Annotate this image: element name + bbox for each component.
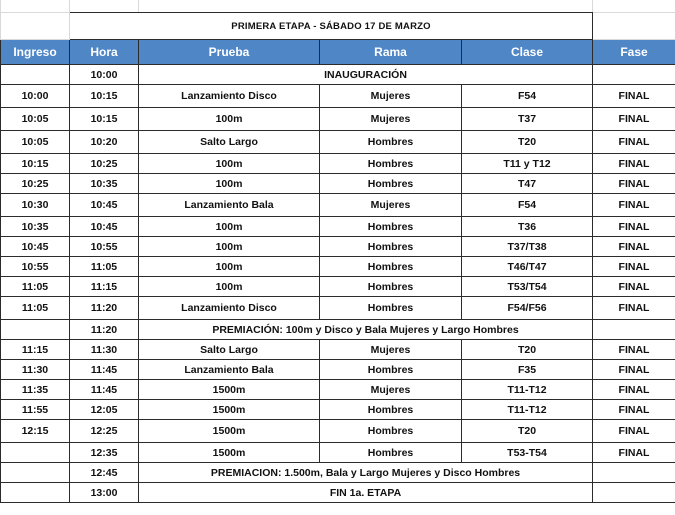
cell-ingreso[interactable]: 10:45 xyxy=(1,237,70,257)
empty-cell[interactable] xyxy=(593,0,675,13)
cell-rama[interactable]: Mujeres xyxy=(320,194,462,217)
cell-rama[interactable]: Hombres xyxy=(320,237,462,257)
cell-hora[interactable]: 11:20 xyxy=(70,320,139,340)
cell-hora[interactable]: 11:20 xyxy=(70,297,139,320)
cell-prueba[interactable]: 1500m xyxy=(139,380,320,400)
cell-ingreso[interactable]: 12:15 xyxy=(1,420,70,443)
cell-rama[interactable]: Hombres xyxy=(320,131,462,154)
cell-rama[interactable]: Hombres xyxy=(320,420,462,443)
table-row xyxy=(1,85,675,108)
cell-prueba[interactable]: Salto Largo xyxy=(139,131,320,154)
cell-ingreso[interactable]: 10:05 xyxy=(1,108,70,131)
cell-hora[interactable]: 11:05 xyxy=(70,257,139,277)
cell-fase[interactable]: FINAL xyxy=(593,108,675,131)
cell-rama[interactable]: Hombres xyxy=(320,400,462,420)
cell-fase[interactable]: FINAL xyxy=(593,360,675,380)
cell-prueba[interactable]: 1500m xyxy=(139,420,320,443)
cell-prueba[interactable]: Lanzamiento Disco xyxy=(139,297,320,320)
cell-ingreso[interactable]: 11:35 xyxy=(1,380,70,400)
empty-cell[interactable] xyxy=(139,0,593,13)
table-row xyxy=(1,257,675,277)
cell-hora[interactable]: 10:20 xyxy=(70,131,139,154)
cell-rama[interactable]: Mujeres xyxy=(320,85,462,108)
cell-prueba[interactable]: Lanzamiento Bala xyxy=(139,360,320,380)
schedule-note-row xyxy=(1,463,675,483)
cell-hora[interactable]: 12:45 xyxy=(70,463,139,483)
cell-hora[interactable]: 12:25 xyxy=(70,420,139,443)
cell-rama[interactable]: Hombres xyxy=(320,257,462,277)
cell-ingreso[interactable]: 11:55 xyxy=(1,400,70,420)
empty-cell[interactable] xyxy=(70,0,139,13)
cell-fase[interactable]: FINAL xyxy=(593,237,675,257)
cell-hora[interactable]: 10:35 xyxy=(70,174,139,194)
cell-hora[interactable]: 12:35 xyxy=(70,443,139,463)
title-spacer-cell[interactable] xyxy=(593,13,675,40)
cell-hora[interactable]: 11:30 xyxy=(70,340,139,360)
cell-fase[interactable]: FINAL xyxy=(593,217,675,237)
cell-prueba[interactable]: 1500m xyxy=(139,400,320,420)
column-header-hora[interactable]: Hora xyxy=(70,40,139,65)
cell-clase[interactable]: T20 xyxy=(462,340,593,360)
cell-rama[interactable]: Hombres xyxy=(320,174,462,194)
cell-hora[interactable]: 10:45 xyxy=(70,217,139,237)
cell-clase[interactable]: T47 xyxy=(462,174,593,194)
cell-ingreso[interactable]: 10:30 xyxy=(1,194,70,217)
cell-clase[interactable]: T20 xyxy=(462,131,593,154)
cell-hora[interactable]: 10:45 xyxy=(70,194,139,217)
cell-hora[interactable]: 11:45 xyxy=(70,360,139,380)
cell-rama[interactable]: Mujeres xyxy=(320,340,462,360)
cell-ingreso[interactable]: 10:35 xyxy=(1,217,70,237)
empty-cell[interactable] xyxy=(1,0,70,13)
cell-prueba[interactable]: Lanzamiento Disco xyxy=(139,85,320,108)
cell-prueba[interactable]: 100m xyxy=(139,257,320,277)
cell-fase[interactable]: FINAL xyxy=(593,194,675,217)
cell-clase[interactable]: T20 xyxy=(462,420,593,443)
table-row xyxy=(1,108,675,131)
cell-clase[interactable]: T36 xyxy=(462,217,593,237)
cell-rama[interactable]: Hombres xyxy=(320,217,462,237)
cell-ingreso[interactable]: 10:15 xyxy=(1,154,70,174)
table-row xyxy=(1,297,675,320)
cell-fase[interactable]: FINAL xyxy=(593,154,675,174)
cell-rama[interactable]: Hombres xyxy=(320,154,462,174)
cell-clase[interactable]: T37/T38 xyxy=(462,237,593,257)
cell-prueba[interactable]: Salto Largo xyxy=(139,340,320,360)
table-row xyxy=(1,360,675,380)
cell-prueba[interactable]: 100m xyxy=(139,237,320,257)
cell-ingreso[interactable] xyxy=(1,320,70,340)
cell-ingreso[interactable] xyxy=(1,443,70,463)
cell-note[interactable]: PREMIACIÓN: 100m y Disco y Bala Mujeres y Largo Hombres xyxy=(139,320,593,340)
cell-fase[interactable]: FINAL xyxy=(593,257,675,277)
table-row xyxy=(1,237,675,257)
cell-clase[interactable]: F35 xyxy=(462,360,593,380)
title-spacer-cell[interactable] xyxy=(1,13,70,40)
cell-hora[interactable]: 11:45 xyxy=(70,380,139,400)
page-title[interactable]: PRIMERA ETAPA - SÁBADO 17 DE MARZO xyxy=(70,13,593,40)
cell-fase[interactable] xyxy=(593,463,675,483)
cell-fase[interactable]: FINAL xyxy=(593,443,675,463)
cell-ingreso[interactable]: 11:05 xyxy=(1,297,70,320)
cell-prueba[interactable]: 100m xyxy=(139,108,320,131)
schedule-note-row xyxy=(1,483,675,503)
table-row xyxy=(1,420,675,443)
cell-note[interactable]: PREMIACION: 1.500m, Bala y Largo Mujeres y Disco Hombres xyxy=(139,463,593,483)
table-row xyxy=(1,194,675,217)
cell-clase[interactable]: T37 xyxy=(462,108,593,131)
cell-rama[interactable]: Hombres xyxy=(320,443,462,463)
cell-fase[interactable]: FINAL xyxy=(593,277,675,297)
cell-note[interactable]: INAUGURACIÓN xyxy=(139,65,593,85)
table-row xyxy=(1,277,675,297)
cell-hora[interactable]: 11:15 xyxy=(70,277,139,297)
column-header-ingreso[interactable]: Ingreso xyxy=(1,40,70,65)
cell-prueba[interactable]: 100m xyxy=(139,217,320,237)
cell-hora[interactable]: 12:05 xyxy=(70,400,139,420)
cell-clase[interactable]: T53-T54 xyxy=(462,443,593,463)
column-header-fase[interactable]: Fase xyxy=(593,40,675,65)
table-row xyxy=(1,131,675,154)
cell-clase[interactable]: F54 xyxy=(462,194,593,217)
cell-ingreso[interactable] xyxy=(1,65,70,85)
cell-fase[interactable]: FINAL xyxy=(593,85,675,108)
cell-fase[interactable] xyxy=(593,483,675,503)
cell-hora[interactable]: 10:25 xyxy=(70,154,139,174)
cell-prueba[interactable]: Lanzamiento Bala xyxy=(139,194,320,217)
cell-fase[interactable]: FINAL xyxy=(593,297,675,320)
cell-rama[interactable]: Hombres xyxy=(320,360,462,380)
cell-ingreso[interactable] xyxy=(1,463,70,483)
column-header-rama[interactable]: Rama xyxy=(320,40,462,65)
cell-fase[interactable] xyxy=(593,65,675,85)
cell-prueba[interactable]: 100m xyxy=(139,277,320,297)
cell-clase[interactable]: T46/T47 xyxy=(462,257,593,277)
table-row xyxy=(1,154,675,174)
cell-hora[interactable]: 13:00 xyxy=(70,483,139,503)
cell-prueba[interactable]: 1500m xyxy=(139,443,320,463)
cell-ingreso[interactable]: 11:05 xyxy=(1,277,70,297)
cell-fase[interactable]: FINAL xyxy=(593,131,675,154)
cell-hora[interactable]: 10:15 xyxy=(70,85,139,108)
cell-rama[interactable]: Hombres xyxy=(320,277,462,297)
schedule-note-row xyxy=(1,65,675,85)
table-row xyxy=(1,174,675,194)
cell-prueba[interactable]: 100m xyxy=(139,154,320,174)
table-row xyxy=(1,217,675,237)
cell-ingreso[interactable]: 10:00 xyxy=(1,85,70,108)
cell-rama[interactable]: Hombres xyxy=(320,297,462,320)
cell-ingreso[interactable]: 10:55 xyxy=(1,257,70,277)
table-row xyxy=(1,340,675,360)
cell-fase[interactable]: FINAL xyxy=(593,420,675,443)
column-header-prueba[interactable]: Prueba xyxy=(139,40,320,65)
table-row xyxy=(1,400,675,420)
cell-ingreso[interactable]: 10:05 xyxy=(1,131,70,154)
cell-clase[interactable]: T53/T54 xyxy=(462,277,593,297)
table-row xyxy=(1,443,675,463)
cell-clase[interactable]: T11-T12 xyxy=(462,380,593,400)
cell-fase[interactable]: FINAL xyxy=(593,340,675,360)
cell-ingreso[interactable]: 11:30 xyxy=(1,360,70,380)
cell-clase[interactable]: T11-T12 xyxy=(462,400,593,420)
cell-rama[interactable]: Mujeres xyxy=(320,380,462,400)
cell-hora[interactable]: 10:55 xyxy=(70,237,139,257)
schedule-note-row xyxy=(1,320,675,340)
cell-hora[interactable]: 10:15 xyxy=(70,108,139,131)
cell-clase[interactable]: F54/F56 xyxy=(462,297,593,320)
schedule-rows xyxy=(1,65,675,503)
cell-note[interactable]: FIN 1a. ETAPA xyxy=(139,483,593,503)
cell-clase[interactable]: F54 xyxy=(462,85,593,108)
cell-ingreso[interactable] xyxy=(1,483,70,503)
cell-rama[interactable]: Mujeres xyxy=(320,108,462,131)
cell-ingreso[interactable]: 11:15 xyxy=(1,340,70,360)
column-header-clase[interactable]: Clase xyxy=(462,40,593,65)
cell-prueba[interactable]: 100m xyxy=(139,174,320,194)
cell-clase[interactable]: T11 y T12 xyxy=(462,154,593,174)
cell-fase[interactable] xyxy=(593,320,675,340)
cell-hora[interactable]: 10:00 xyxy=(70,65,139,85)
cell-fase[interactable]: FINAL xyxy=(593,380,675,400)
schedule-table xyxy=(0,12,675,503)
cell-ingreso[interactable]: 10:25 xyxy=(1,174,70,194)
table-row xyxy=(1,380,675,400)
cell-fase[interactable]: FINAL xyxy=(593,400,675,420)
cell-fase[interactable]: FINAL xyxy=(593,174,675,194)
